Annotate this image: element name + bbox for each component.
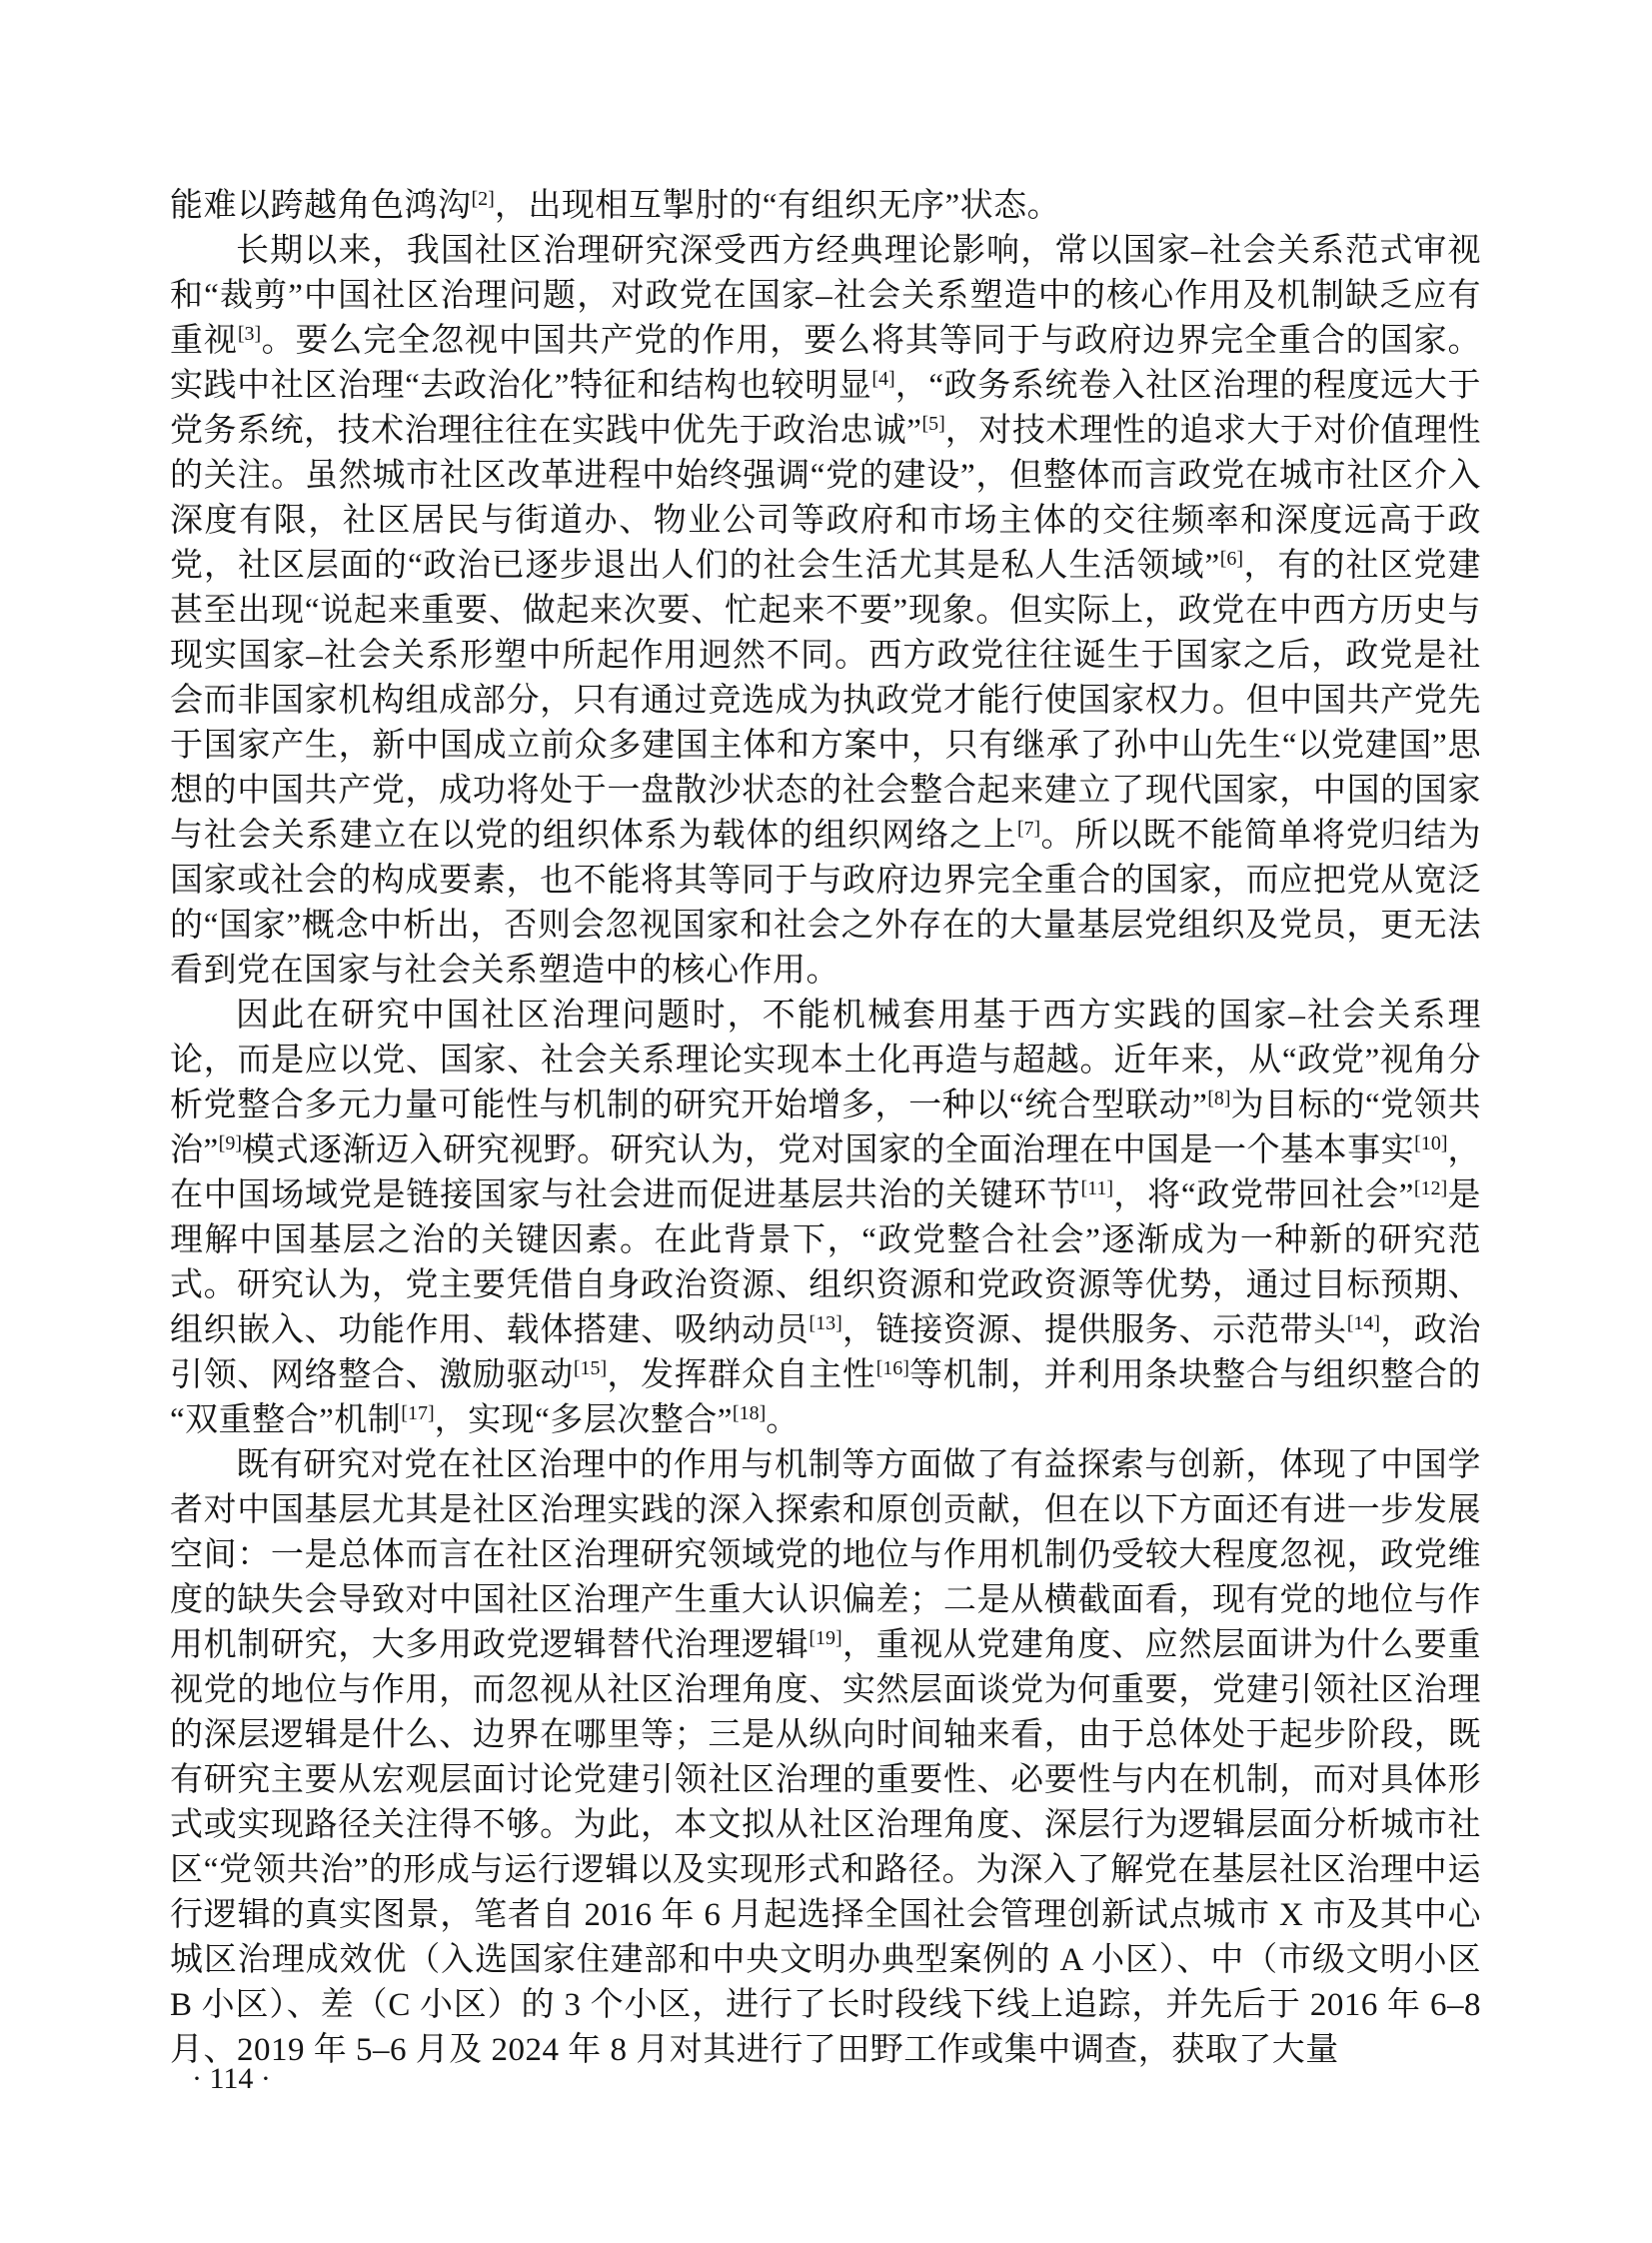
paragraph: 长期以来，我国社区治理研究深受西方经典理论影响，常以国家–社会关系范式审视和“裁剪”中国社区治理问题，对政党在国家–社会关系塑造中的核心作用及机制缺乏应有重视[3]。要么完全忽视中国共产党的作用，要么将其等同于与政府边界完全重合的国家。实践中社区治理“去政治化”特征和结构也较明显[4]，“政务系统卷入社区治理的程度远大于党务系统，技术治理往往在实践中优先于政治忠诚”[5]，对技术理性的追求大于对价值理性的关注。虽然城市社区改革进程中始终强调“党的建设”，但整体而言政党在城市社区介入深度有限，社区居民与街道办、物业公司等政府和市场主体的交往频率和深度远高于政党，社区层面的“政治已逐步退出人们的社会生活尤其是私人生活领域”[6]，有的社区党建甚至出现“说起来重要、做起来次要、忙起来不要”现象。但实际上，政党在中西方历史与现实国家–社会关系形塑中所起作用迥然不同。西方政党往往诞生于国家之后，政党是社会而非国家机构组成部分，只有通过竞选成为执政党才能行使国家权力。但中国共产党先于国家产生，新中国成立前众多建国主体和方案中，只有继承了孙中山先生“以党建国”思想的中国共产党，成功将处于一盘散沙状态的社会整合起来建立了现代国家，中国的国家与社会关系建立在以党的组织体系为载体的组织网络之上[7]。所以既不能简单将党归结为国家或社会的构成要素，也不能将其等同于与政府边界完全重合的国家，而应把党从宽泛的“国家”概念中析出，否则会忽视国家和社会之外存在的大量基层党组织及党员，更无法看到党在国家与社会关系塑造中的核心作用。 xyxy=(170,233,1482,989)
paragraph: 因此在研究中国社区治理问题时，不能机械套用基于西方实践的国家–社会关系理论，而是应以党、国家、社会关系理论实现本土化再造与超越。近年来，从“政党”视角分析党整合多元力量可能性与机制的研究开始增多，一种以“统合型联动”[8]为目标的“党领共治”[9]模式逐渐迈入研究视野。研究认为，党对国家的全面治理在中国是一个基本事实[10]，在中国场域党是链接国家与社会进而促进基层共治的关键环节[11]，将“政党带回社会”[12]是理解中国基层之治的关键因素。在此背景下，“政党整合社会”逐渐成为一种新的研究范式。研究认为，党主要凭借自身政治资源、组织资源和党政资源等优势，通过目标预期、组织嵌入、功能作用、载体搭建、吸纳动员[13]，链接资源、提供服务、示范带头[14]，政治引领、网络整合、激励驱动[15]，发挥群众自主性[16]等机制，并利用条块整合与组织整合的“双重整合”机制[17]，实现“多层次整合”[18]。 xyxy=(170,998,1482,1438)
citation-marker: [11] xyxy=(1080,1177,1114,1199)
citation-marker: [12] xyxy=(1413,1177,1448,1199)
article-text xyxy=(170,184,1481,2073)
citation-marker: [4] xyxy=(871,368,895,390)
citation-marker: [6] xyxy=(1219,548,1244,570)
citation-marker: [5] xyxy=(921,413,945,435)
citation-marker: [8] xyxy=(1207,1088,1231,1110)
citation-marker: [9] xyxy=(218,1132,242,1154)
citation-marker: [16] xyxy=(875,1357,909,1379)
page-number: · 114 · xyxy=(192,2062,271,2095)
citation-marker: [3] xyxy=(237,323,262,345)
page-footer xyxy=(192,2061,271,2097)
paragraph: 既有研究对党在社区治理中的作用与机制等方面做了有益探索与创新，体现了中国学者对中国基层尤其是社区治理实践的深入探索和原创贡献，但在以下方面还有进一步发展空间：一是总体而言在社区治理研究领域党的地位与作用机制仍受较大程度忽视，政党维度的缺失会导致对中国社区治理产生重大认识偏差；二是从横截面看，现有党的地位与作用机制研究，大多用政党逻辑替代治理逻辑[19]，重视从党建角度、应然层面讲为什么要重视党的地位与作用，而忽视从社区治理角度、实然层面谈党为何重要，党建引领社区治理的深层逻辑是什么、边界在哪里等；三是从纵向时间轴来看，由于总体处于起步阶段，既有研究主要从宏观层面讨论党建引领社区治理的重要性、必要性与内在机制，而对具体形式或实现路径关注得不够。为此，本文拟从社区治理角度、深层行为逻辑层面分析城市社区“党领共治”的形成与运行逻辑以及实现形式和路径。为深入了解党在基层社区治理中运行逻辑的真实图景，笔者自 2016 年 6 月起选择全国社会管理创新试点城市 X 市及其中心城区治理成效优（入选国家住建部和中央文明办典型案例的 A 小区）、中（市级文明小区 B 小区）、差（C 小区）的 3 个小区，进行了长时段线下线上追踪，并先后于 2016 年 6–8 月、2019 年 5–6 月及 2024 年 8 月对其进行了田野工作或集中调查，获取了大量 xyxy=(170,1447,1482,2068)
citation-marker: [17] xyxy=(401,1402,435,1424)
citation-marker: [15] xyxy=(573,1357,608,1379)
citation-marker: [13] xyxy=(809,1312,842,1334)
citation-marker: [14] xyxy=(1346,1312,1381,1334)
citation-marker: [19] xyxy=(809,1627,842,1649)
paragraph: 能难以跨越角色鸿沟[2]，出现相互掣肘的“有组织无序”状态。 xyxy=(170,188,1061,224)
citation-marker: [10] xyxy=(1414,1132,1448,1154)
citation-marker: [7] xyxy=(1016,818,1041,840)
citation-marker: [18] xyxy=(732,1402,767,1424)
citation-marker: [2] xyxy=(471,188,495,210)
